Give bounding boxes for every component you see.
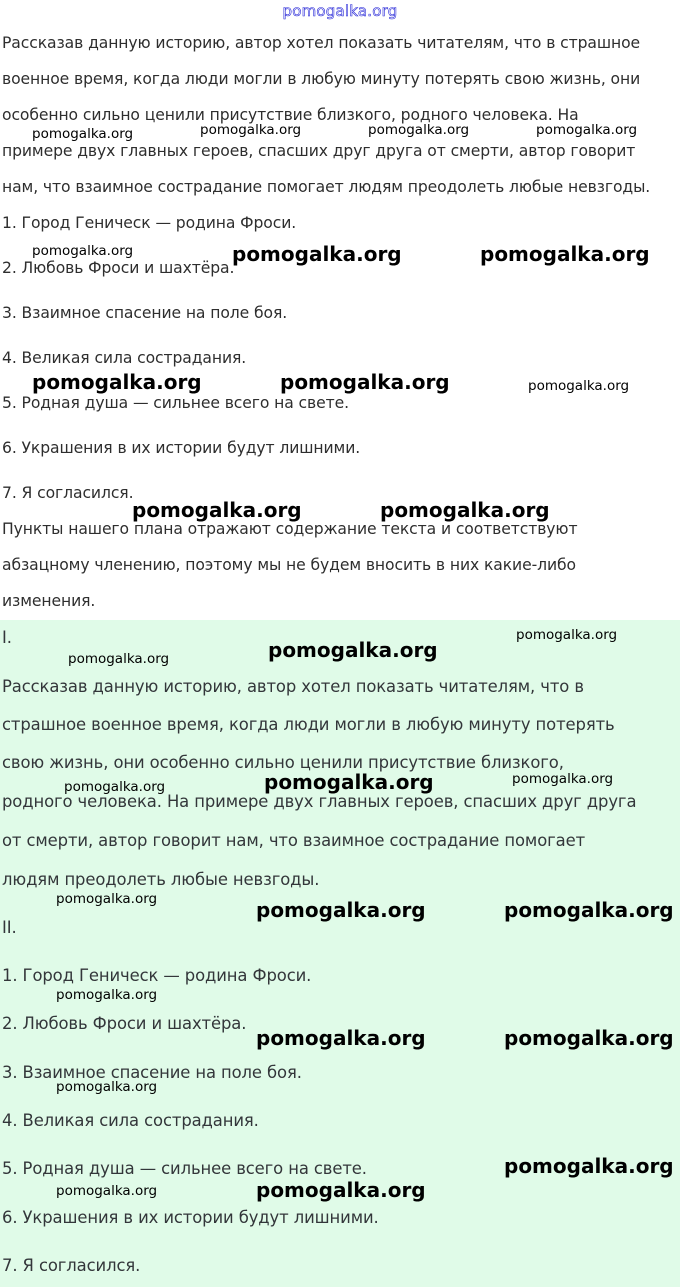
watermark: pomogalka.org xyxy=(256,1178,426,1202)
paragraph-line: Пункты нашего плана отражают содержание текста и соответствуют xyxy=(2,520,578,538)
paragraph-line: нам, что взаимное сострадание помогает людям преодолеть любые невзгоды. xyxy=(2,178,651,196)
plan-item: 7. Я согласился. xyxy=(2,1256,141,1275)
section-number: II. xyxy=(2,918,17,937)
plan-item: 5. Родная душа — сильнее всего на свете. xyxy=(2,394,349,412)
paragraph-line: от смерти, автор говорит нам, что взаимное сострадание помогает xyxy=(2,831,586,850)
paragraph-line: примере двух главных героев, спасших друг друга от смерти, автор говорит xyxy=(2,142,636,160)
watermark: pomogalka.org xyxy=(56,987,158,1003)
site-header[interactable]: pomogalka.org xyxy=(282,2,398,20)
paragraph-line: родного человека. На примере двух главных героев, спасших друг друга xyxy=(2,792,637,811)
watermark: pomogalka.org xyxy=(56,1183,158,1199)
watermark: pomogalka.org xyxy=(32,370,202,394)
watermark: pomogalka.org xyxy=(536,122,638,138)
plan-item: 6. Украшения в их истории будут лишними. xyxy=(2,439,361,457)
plan-item: 7. Я согласился. xyxy=(2,484,134,502)
watermark: pomogalka.org xyxy=(132,498,302,522)
paragraph-line: Рассказав данную историю, автор хотел показать читателям, что в страшное xyxy=(2,34,641,52)
watermark: pomogalka.org xyxy=(380,498,550,522)
section-number: I. xyxy=(2,628,12,647)
plan-item: 5. Родная душа — сильнее всего на свете. xyxy=(2,1159,367,1178)
watermark: pomogalka.org xyxy=(504,1154,674,1178)
watermark: pomogalka.org xyxy=(68,651,170,667)
watermark: pomogalka.org xyxy=(64,779,166,795)
watermark: pomogalka.org xyxy=(516,627,618,643)
paragraph-line: Рассказав данную историю, автор хотел показать читателям, что в xyxy=(2,677,584,696)
plan-item: 2. Любовь Фроси и шахтёра. xyxy=(2,1014,247,1033)
watermark: pomogalka.org xyxy=(56,1079,158,1095)
plan-item: 1. Город Геническ — родина Фроси. xyxy=(2,214,297,232)
watermark: pomogalka.org xyxy=(232,242,402,266)
watermark: pomogalka.org xyxy=(504,898,674,922)
watermark: pomogalka.org xyxy=(480,242,650,266)
watermark: pomogalka.org xyxy=(528,378,630,394)
plan-item: 2. Любовь Фроси и шахтёра. xyxy=(2,259,235,277)
watermark: pomogalka.org xyxy=(504,1026,674,1050)
paragraph-line: особенно сильно ценили присутствие близкого, родного человека. На xyxy=(2,106,579,124)
watermark: pomogalka.org xyxy=(268,638,438,662)
paragraph-line: страшное военное время, когда люди могли в любую минуту потерять xyxy=(2,715,615,734)
paragraph-line: военное время, когда люди могли в любую минуту потерять свою жизнь, они xyxy=(2,70,641,88)
plan-item: 4. Великая сила сострадания. xyxy=(2,1111,259,1130)
watermark: pomogalka.org xyxy=(512,771,614,787)
watermark: pomogalka.org xyxy=(280,370,450,394)
plan-item: 3. Взаимное спасение на поле боя. xyxy=(2,1063,302,1082)
paragraph-line: свою жизнь, они особенно сильно ценили присутствие близкого, xyxy=(2,753,564,772)
paragraph-line: людям преодолеть любые невзгоды. xyxy=(2,870,320,889)
plan-item: 6. Украшения в их истории будут лишними. xyxy=(2,1208,379,1227)
plan-item: 3. Взаимное спасение на поле боя. xyxy=(2,304,288,322)
paragraph-line: изменения. xyxy=(2,592,96,610)
watermark: pomogalka.org xyxy=(368,122,470,138)
watermark: pomogalka.org xyxy=(264,770,434,794)
watermark: pomogalka.org xyxy=(32,126,134,142)
watermark: pomogalka.org xyxy=(256,1026,426,1050)
plan-item: 1. Город Геническ — родина Фроси. xyxy=(2,966,312,985)
watermark: pomogalka.org xyxy=(200,122,302,138)
watermark: pomogalka.org xyxy=(256,898,426,922)
plan-item: 4. Великая сила сострадания. xyxy=(2,349,247,367)
paragraph-line: абзацному членению, поэтому мы не будем вносить в них какие-либо xyxy=(2,556,576,574)
watermark: pomogalka.org xyxy=(56,891,158,907)
watermark: pomogalka.org xyxy=(32,243,134,259)
